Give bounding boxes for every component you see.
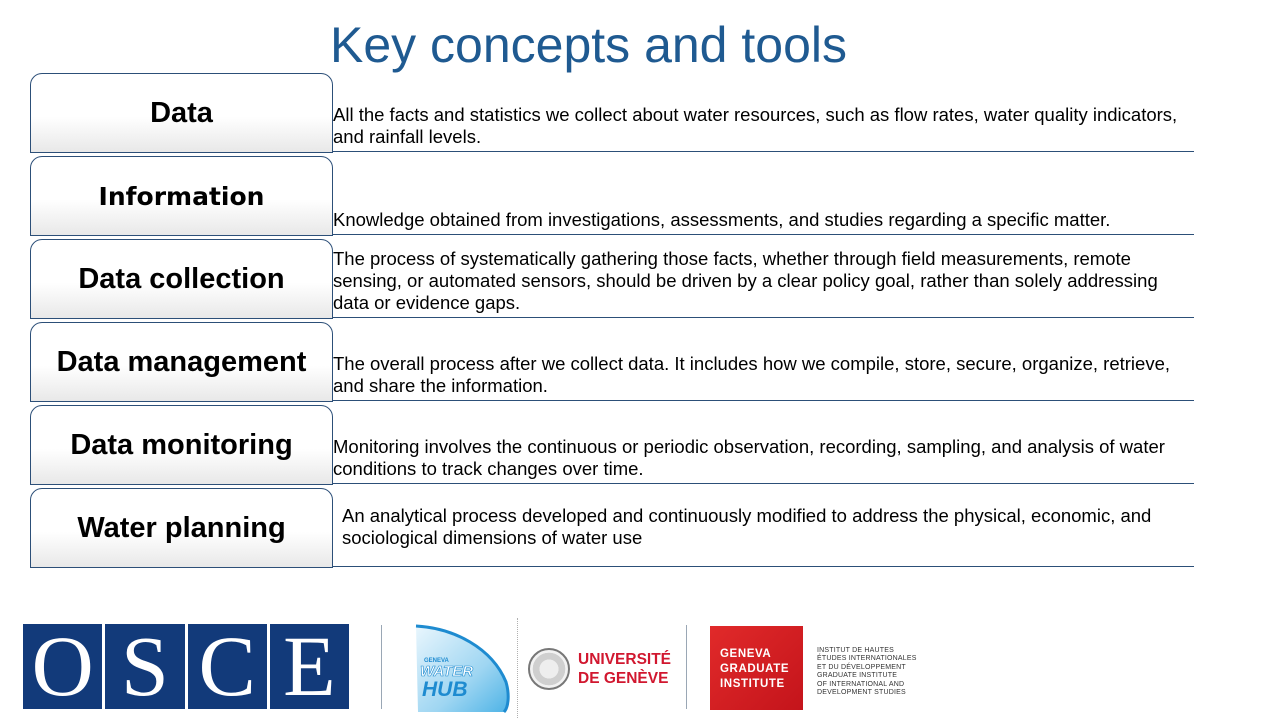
concept-row-water-planning (30, 488, 1194, 568)
definition-information (333, 156, 1194, 235)
definition-data-text: All the facts and statistics we collect about water resources, such as flow rates, water quality indicators, and rainfall levels. (333, 104, 1178, 147)
term-water-planning: Water planning (30, 488, 333, 568)
concept-row-data-monitoring (30, 405, 1194, 485)
definition-data-management-text: The overall process after we collect data. It includes how we compile, store, secure, organize, retrieve, and share the information. (333, 353, 1170, 396)
water-hub-line2: HUB (422, 678, 468, 701)
osce-letter-e: E (270, 624, 349, 709)
logo-divider-2 (686, 625, 687, 709)
ggi-text-line1: INSTITUT DE HAUTES (817, 647, 894, 654)
ggi-text-line2: ÉTUDES INTERNATIONALES (817, 655, 917, 663)
osce-letter-c: C (188, 624, 267, 709)
osce-letter-o: O (23, 624, 102, 709)
unige-line2: DE GENÈVE (578, 670, 669, 687)
graduate-institute-text (817, 647, 917, 697)
definition-data-monitoring (333, 405, 1194, 484)
term-data-collection: Data collection (30, 239, 333, 319)
definition-data-monitoring-text: Monitoring involves the continuous or periodic observation, recording, sampling, and analysis of water conditions to track changes over time. (333, 436, 1165, 479)
definition-data (333, 73, 1194, 152)
geneva-water-hub-logo (414, 624, 510, 714)
term-data-monitoring: Data monitoring (30, 405, 333, 485)
term-data: Data (30, 73, 333, 153)
unige-text (578, 650, 671, 688)
graduate-institute-badge (710, 626, 803, 710)
water-hub-small: GENEVA (424, 658, 449, 664)
unige-logo (524, 644, 674, 700)
concept-row-data-collection (30, 239, 1194, 319)
concept-row-data-management (30, 322, 1194, 402)
definition-information-text: Knowledge obtained from investigations, assessments, and studies regarding a specific matter. (333, 209, 1111, 230)
term-information: Information (30, 156, 333, 236)
ggi-text-line3: ET DU DÉVELOPPEMENT (817, 663, 906, 671)
ggi-badge-line2: GRADUATE (720, 663, 790, 675)
concept-row-data (30, 73, 1194, 153)
ggi-badge-line3: INSTITUTE (720, 678, 785, 690)
unige-line1: UNIVERSITÉ (578, 651, 672, 668)
logo-divider (381, 625, 382, 709)
ggi-text-line5: OF INTERNATIONAL AND (817, 680, 905, 688)
definition-data-collection (333, 239, 1194, 318)
osce-logo (23, 618, 349, 714)
definition-water-planning-text: An analytical process developed and continuously modified to address the physical, economic, and sociological dimensions of water use (342, 505, 1152, 548)
slide-title: Key concepts and tools (330, 17, 847, 73)
logo-divider-dotted (517, 618, 519, 718)
definition-data-collection-text: The process of systematically gathering those facts, whether through field measurements, remote sensing, or automated sensors, should be driven by a clear policy goal, rather than solely addressing data or evidence gaps. (333, 248, 1158, 313)
osce-letter-s: S (105, 624, 184, 709)
term-data-management: Data management (30, 322, 333, 402)
definition-data-management (333, 322, 1194, 401)
concept-row-information (30, 156, 1194, 236)
ggi-badge-line1: GENEVA (720, 648, 772, 660)
definition-water-planning (333, 488, 1194, 567)
unige-seal-icon (528, 648, 570, 690)
ggi-text-line6: DEVELOPMENT STUDIES (817, 689, 906, 697)
partner-logos (0, 600, 1280, 720)
ggi-text-line4: GRADUATE INSTITUTE (817, 672, 898, 680)
water-hub-line1: WATER (420, 663, 474, 680)
water-drop-icon (414, 624, 510, 714)
